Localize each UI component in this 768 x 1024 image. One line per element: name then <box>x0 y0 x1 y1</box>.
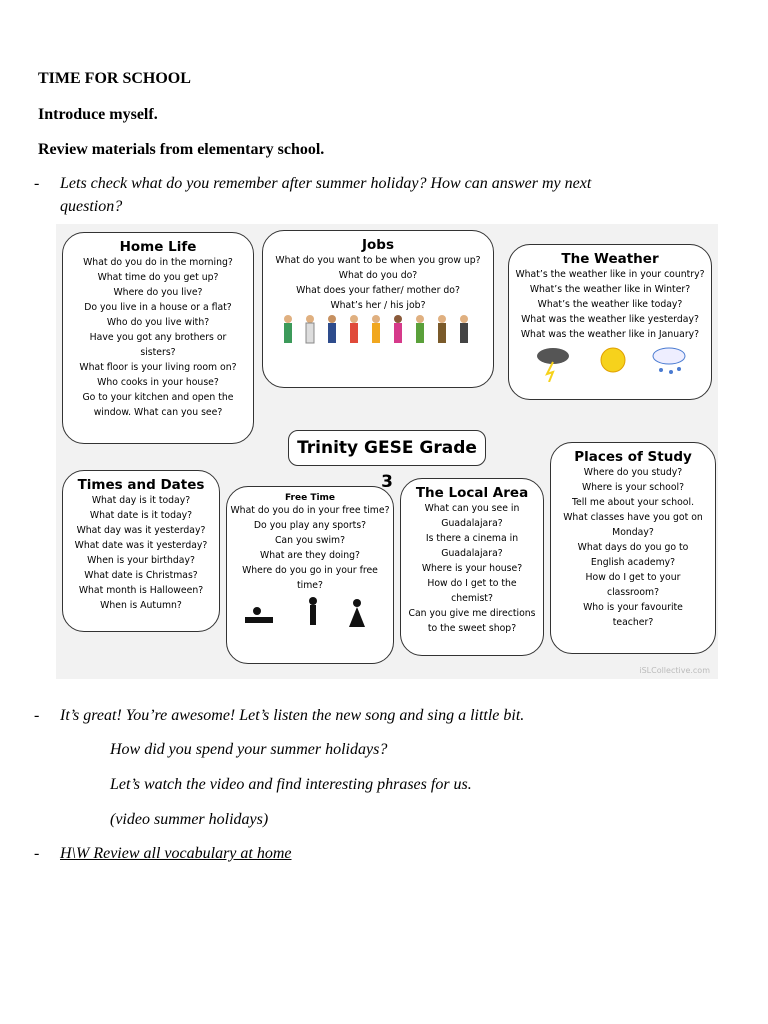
bullet-1-text: Lets check what do you remember after summer holiday? How can answer my next <box>60 175 592 192</box>
question-line: Monday? <box>612 527 654 538</box>
question-line: Go to your kitchen and open the <box>82 392 234 403</box>
bullet-dash: - <box>34 175 40 192</box>
homework-text: H\W Review all vocabulary at home <box>60 845 292 862</box>
sub-line-3: (video summer holidays) <box>110 811 269 828</box>
question-line: What do you want to be when you grow up? <box>275 255 481 266</box>
question-line: Do you play any sports? <box>253 520 367 531</box>
local-area-questions <box>401 501 543 636</box>
question-line: What was the weather like in January? <box>520 329 700 340</box>
question-line: What classes have you got on <box>563 512 703 523</box>
question-line: What days do you go to <box>577 542 689 553</box>
free-time-title: Free Time <box>284 493 336 503</box>
question-line: Is there a cinema in <box>425 533 519 544</box>
watermark: iSLCollective.com <box>639 666 710 675</box>
question-line: What was the weather like yesterday? <box>521 314 699 325</box>
jobs-title: Jobs <box>362 237 394 253</box>
times-dates-questions <box>63 493 219 613</box>
places-of-study-bubble <box>550 442 716 654</box>
question-line: How do I get to your <box>585 572 681 583</box>
question-line: Can you give me directions <box>408 608 536 619</box>
trinity-worksheet-image <box>56 224 718 679</box>
question-line: What month is Halloween? <box>78 585 204 596</box>
question-line: What do you do in the morning? <box>83 257 233 268</box>
weather-title: The Weather <box>561 251 659 267</box>
times-dates-bubble <box>62 470 220 632</box>
free-time-questions <box>227 503 393 593</box>
home-life-title: Home Life <box>119 239 197 255</box>
question-line: Do you live in a house or a flat? <box>84 302 232 313</box>
question-line: Tell me about your school. <box>571 497 695 508</box>
question-line: Can you swim? <box>274 535 346 546</box>
free-time-bubble <box>226 486 394 664</box>
places-of-study-title: Places of Study <box>574 449 692 465</box>
question-line: Guadalajara? <box>441 518 503 529</box>
question-line: chemist? <box>451 593 493 604</box>
question-line: sisters? <box>140 347 176 358</box>
local-area-bubble <box>400 478 544 656</box>
weather-questions <box>509 267 711 342</box>
weather-icons <box>525 342 695 382</box>
question-line: classroom? <box>606 587 660 598</box>
question-line: What’s the weather like today? <box>537 299 683 310</box>
sub-line-2: Let’s watch the video and find interesting phrases for us. <box>110 776 472 793</box>
jobs-bubble <box>262 230 494 388</box>
bullet-1-text-cont: question? <box>60 198 123 215</box>
jobs-people-icon <box>278 313 478 357</box>
question-line: Where do you go in your free <box>242 565 378 576</box>
question-line: What are they doing? <box>260 550 360 561</box>
jobs-questions <box>263 253 493 313</box>
question-line: teacher? <box>612 617 654 628</box>
question-line: What day is it today? <box>91 495 191 506</box>
question-line: Who do you live with? <box>106 317 210 328</box>
question-line: What date is it today? <box>89 510 193 521</box>
question-line: What day was it yesterday? <box>76 525 206 536</box>
bullet-2-text: It’s great! You’re awesome! Let’s listen the new song and sing a little bit. <box>60 707 525 724</box>
free-time-silhouettes <box>235 593 385 633</box>
home-life-bubble <box>62 232 254 444</box>
question-line: What’s the weather like in your country? <box>515 269 705 280</box>
question-line: What do you do? <box>338 270 418 281</box>
question-line: What floor is your living room on? <box>79 362 237 373</box>
question-line: Who cooks in your house? <box>97 377 219 388</box>
question-line: to the sweet shop? <box>427 623 517 634</box>
question-line: What’s the weather like in Winter? <box>529 284 691 295</box>
question-line: Where do you study? <box>583 467 683 478</box>
rain-cloud-icon <box>653 348 685 364</box>
question-line: Who is your favourite <box>583 602 683 613</box>
question-line: window. What can you see? <box>93 407 223 418</box>
storm-cloud-icon <box>537 348 569 364</box>
review-line: Review materials from elementary school. <box>38 141 325 158</box>
question-line: English academy? <box>590 557 676 568</box>
page-title: TIME FOR SCHOOL <box>38 70 191 87</box>
question-line: What date was it yesterday? <box>74 540 208 551</box>
question-line: When is your birthday? <box>87 555 195 566</box>
question-line: Guadalajara? <box>441 548 503 559</box>
bullet-dash: - <box>34 707 40 724</box>
times-dates-title: Times and Dates <box>77 477 205 493</box>
question-line: time? <box>297 580 323 591</box>
question-line: When is Autumn? <box>100 600 182 611</box>
intro-line: Introduce myself. <box>38 106 158 123</box>
question-line: What can you see in <box>424 503 520 514</box>
local-area-title: The Local Area <box>415 485 529 501</box>
sun-icon <box>601 348 625 372</box>
question-line: What time do you get up? <box>97 272 219 283</box>
home-life-questions <box>63 255 253 420</box>
grade-title-box: Trinity GESE Grade 3 <box>288 430 486 466</box>
bullet-dash: - <box>34 845 40 862</box>
question-line: Where is your school? <box>581 482 685 493</box>
question-line: Have you got any brothers or <box>89 332 227 343</box>
sub-line-1: How did you spend your summer holidays? <box>110 741 388 758</box>
question-line: What does your father/ mother do? <box>296 285 460 296</box>
places-of-study-questions <box>551 465 715 630</box>
weather-bubble <box>508 244 712 400</box>
question-line: Where is your house? <box>421 563 523 574</box>
question-line: How do I get to the <box>427 578 517 589</box>
question-line: What do you do in your free time? <box>230 505 390 516</box>
question-line: Where do you live? <box>113 287 203 298</box>
question-line: What date is Christmas? <box>84 570 198 581</box>
question-line: What’s her / his job? <box>330 300 426 311</box>
